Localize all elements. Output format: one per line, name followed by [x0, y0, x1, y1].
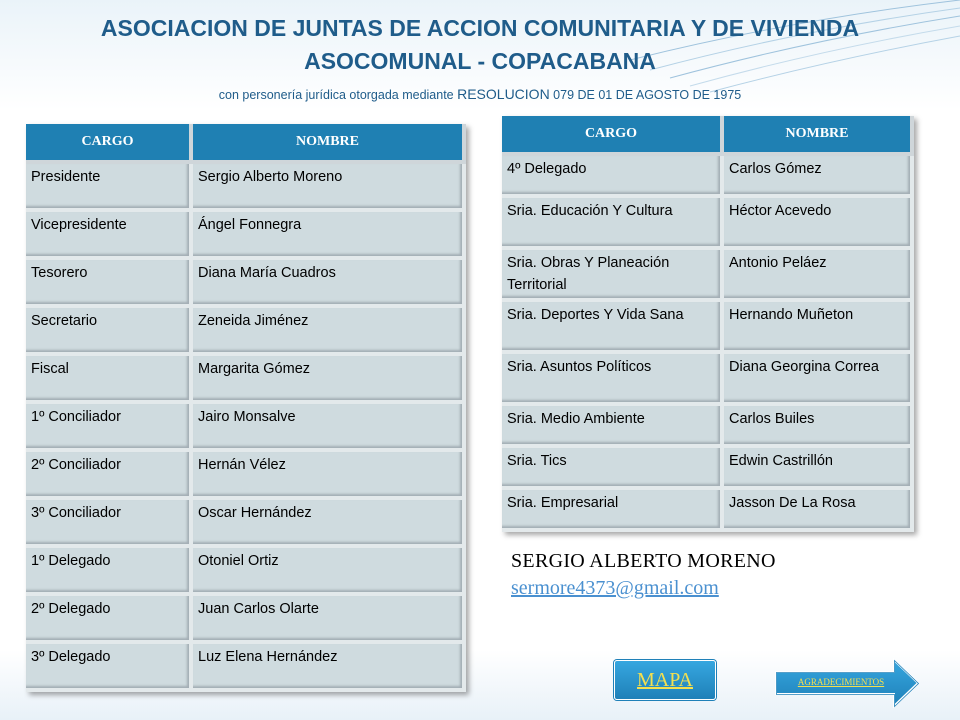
map-button[interactable]: MAPA: [614, 660, 716, 700]
subtitle-resolution: RESOLUCION: [457, 86, 550, 102]
cargo-cell: Sria. Tics: [502, 448, 724, 490]
cargo-cell: Sria. Medio Ambiente: [502, 406, 724, 448]
title-line-2: ASOCOMUNAL - COPACABANA: [304, 48, 656, 74]
table-row: [26, 596, 466, 644]
nombre-cell: Carlos Builes: [724, 406, 914, 448]
nombre-cell: Carlos Gómez: [724, 156, 914, 198]
column-header-nombre: NOMBRE: [193, 124, 466, 164]
nombre-cell: Hernando Muñeton: [724, 302, 914, 354]
cargo-cell: Vicepresidente: [26, 212, 193, 260]
table-row: [26, 452, 466, 500]
subtitle-prefix: con personería jurídica otorgada mediante: [218, 88, 458, 102]
table-row: [26, 404, 466, 452]
cargo-cell: Tesorero: [26, 260, 193, 308]
cargo-cell: 1º Conciliador: [26, 404, 193, 452]
cargo-cell: 4º Delegado: [502, 156, 724, 198]
cargo-cell: Sria. Obras Y Planeación Territorial: [502, 250, 724, 302]
cargo-cell: Fiscal: [26, 356, 193, 404]
nombre-cell: Edwin Castrillón: [724, 448, 914, 490]
board-table-right: [502, 116, 914, 532]
cargo-cell: Sria. Deportes Y Vida Sana: [502, 302, 724, 354]
nombre-cell: Luz Elena Hernández: [193, 644, 466, 692]
table-row: [26, 164, 466, 212]
table-row: [502, 448, 914, 490]
nombre-cell: Héctor Acevedo: [724, 198, 914, 250]
table-row: [502, 302, 914, 354]
title-line-1: ASOCIACION DE JUNTAS DE ACCION COMUNITARIA Y DE VIVIENDA: [100, 15, 860, 41]
cargo-cell: Sria. Educación Y Cultura: [502, 198, 724, 250]
nombre-cell: Otoniel Ortiz: [193, 548, 466, 596]
table-row: [26, 356, 466, 404]
table-row: [26, 548, 466, 596]
table-row: [26, 308, 466, 356]
nombre-cell: Margarita Gómez: [193, 356, 466, 404]
nombre-cell: Hernán Vélez: [193, 452, 466, 500]
cargo-cell: Sria. Empresarial: [502, 490, 724, 532]
table-header-row: [26, 124, 466, 164]
table-header-row: [502, 116, 914, 156]
table-row: [26, 260, 466, 308]
page-title: [0, 12, 960, 78]
board-table-left: [26, 124, 466, 692]
nombre-cell: Diana Georgina Correa: [724, 354, 914, 406]
nombre-cell: Zeneida Jiménez: [193, 308, 466, 356]
cargo-cell: 1º Delegado: [26, 548, 193, 596]
nombre-cell: Sergio Alberto Moreno: [193, 164, 466, 212]
column-header-nombre: NOMBRE: [724, 116, 914, 156]
column-header-cargo: CARGO: [26, 124, 193, 164]
table-row: [26, 212, 466, 260]
cargo-cell: 2º Delegado: [26, 596, 193, 644]
nombre-cell: Oscar Hernández: [193, 500, 466, 548]
nombre-cell: Jairo Monsalve: [193, 404, 466, 452]
next-arrow-button[interactable]: [774, 658, 920, 708]
nombre-cell: Antonio Peláez: [724, 250, 914, 302]
nombre-cell: Diana María Cuadros: [193, 260, 466, 308]
page-subtitle: [0, 86, 960, 102]
cargo-cell: Sria. Asuntos Políticos: [502, 354, 724, 406]
table-row: [26, 644, 466, 692]
cargo-cell: Secretario: [26, 308, 193, 356]
table-row: [502, 198, 914, 250]
cargo-cell: 3º Conciliador: [26, 500, 193, 548]
cargo-cell: 2º Conciliador: [26, 452, 193, 500]
cargo-cell: Presidente: [26, 164, 193, 212]
column-header-cargo: CARGO: [502, 116, 724, 156]
subtitle-suffix: 079 DE 01 DE AGOSTO DE 1975: [549, 88, 742, 102]
nombre-cell: Jasson De La Rosa: [724, 490, 914, 532]
table-row: [502, 354, 914, 406]
table-row: [502, 490, 914, 532]
nombre-cell: Ángel Fonnegra: [193, 212, 466, 260]
contact-email-link[interactable]: sermore4373@gmail.com: [511, 577, 719, 599]
next-button-label: AGRADECIMIENTOS: [797, 677, 885, 687]
contact-name: SERGIO ALBERTO MORENO: [511, 550, 776, 572]
table-row: [502, 406, 914, 448]
table-row: [26, 500, 466, 548]
cargo-cell: 3º Delegado: [26, 644, 193, 692]
table-row: [502, 250, 914, 302]
table-row: [502, 156, 914, 198]
nombre-cell: Juan Carlos Olarte: [193, 596, 466, 644]
